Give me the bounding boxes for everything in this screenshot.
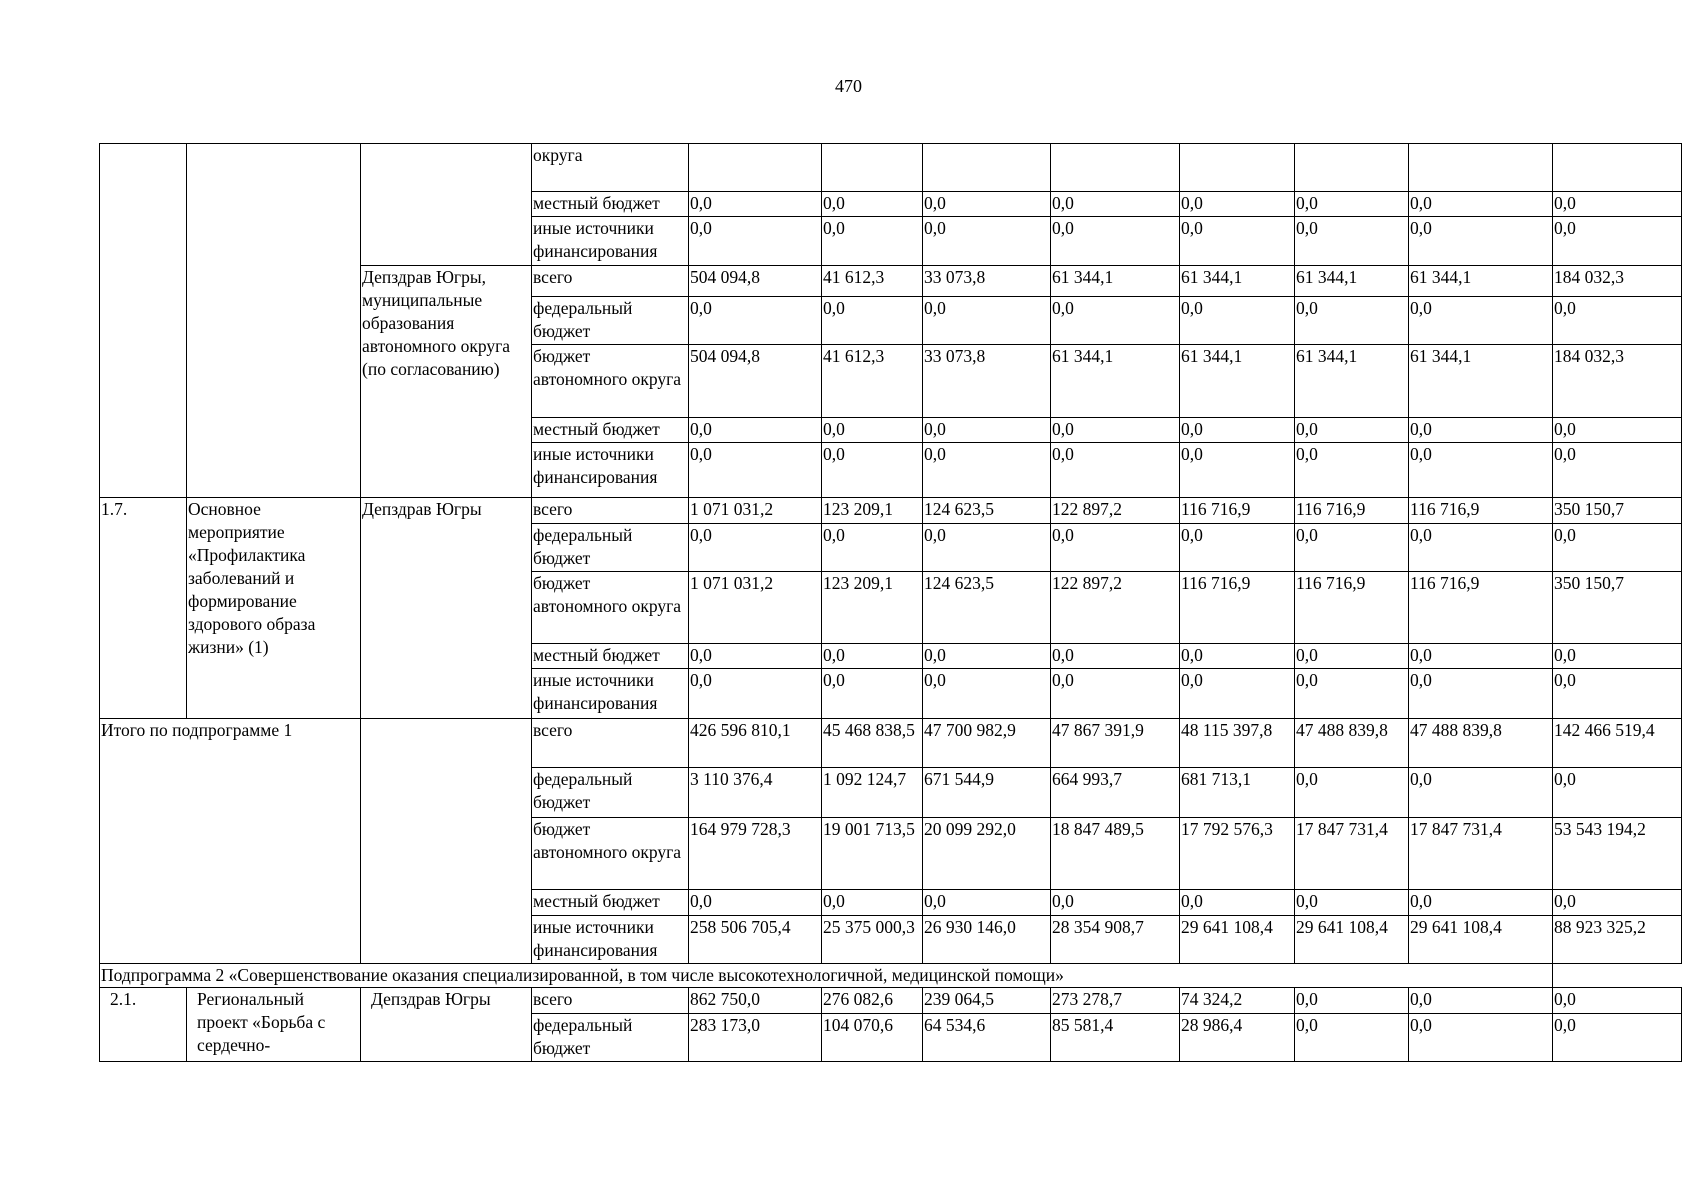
value-cell: 33 073,8 [923, 266, 1051, 297]
item-name: Региональный проект «Борьба с сердечно- [187, 988, 361, 1062]
value-cell: 29 641 108,4 [1295, 916, 1409, 964]
subprogram-total-label: Итого по подпрограмме 1 [100, 719, 361, 964]
value-cell: 0,0 [923, 669, 1051, 719]
value-cell: 0,0 [1553, 443, 1682, 498]
value-cell: 0,0 [1409, 297, 1553, 345]
value-cell: 116 716,9 [1409, 572, 1553, 644]
value-cell: 28 986,4 [1180, 1014, 1295, 1062]
value-cell: 1 071 031,2 [689, 572, 822, 644]
value-cell: 0,0 [1180, 297, 1295, 345]
value-cell: 47 867 391,9 [1051, 719, 1180, 768]
value-cell: 350 150,7 [1553, 498, 1682, 524]
value-cell: 26 930 146,0 [923, 916, 1051, 964]
subprogram-2-title: Подпрограмма 2 «Совершенствование оказания специализированной, в том числе высокотехнологичной, медицинской помощи» [100, 964, 1553, 988]
funding-source: иные источники финансирования [532, 669, 689, 719]
funding-source: бюджет автономного округа [532, 572, 689, 644]
value-cell: 124 623,5 [923, 498, 1051, 524]
value-cell: 0,0 [923, 890, 1051, 916]
subprogram-header-row [100, 964, 1682, 988]
funding-source: всего [532, 498, 689, 524]
value-cell: 671 544,9 [923, 768, 1051, 818]
value-cell: 0,0 [822, 524, 923, 572]
value-cell: 74 324,2 [1180, 988, 1295, 1014]
value-cell: 0,0 [689, 669, 822, 719]
value-cell: 0,0 [1051, 418, 1180, 443]
funding-source: местный бюджет [532, 644, 689, 669]
value-cell: 0,0 [1553, 988, 1682, 1014]
value-cell: 0,0 [1051, 217, 1180, 266]
value-cell: 426 596 810,1 [689, 719, 822, 768]
value-cell: 504 094,8 [689, 266, 822, 297]
value-cell: 350 150,7 [1553, 572, 1682, 644]
value-cell: 0,0 [1295, 1014, 1409, 1062]
value-cell: 0,0 [1295, 297, 1409, 345]
funding-source: федеральный бюджет [532, 524, 689, 572]
value-cell: 164 979 728,3 [689, 818, 822, 890]
value-cell: 116 716,9 [1295, 572, 1409, 644]
value-cell: 0,0 [822, 890, 923, 916]
value-cell: 664 993,7 [1051, 768, 1180, 818]
value-cell: 3 110 376,4 [689, 768, 822, 818]
value-cell: 681 713,1 [1180, 768, 1295, 818]
value-cell: 504 094,8 [689, 345, 822, 418]
value-cell: 29 641 108,4 [1180, 916, 1295, 964]
value-cell: 0,0 [1180, 217, 1295, 266]
value-cell: 61 344,1 [1180, 266, 1295, 297]
value-cell: 48 115 397,8 [1180, 719, 1295, 768]
value-cell: 0,0 [1553, 524, 1682, 572]
value-cell: 283 173,0 [689, 1014, 822, 1062]
value-cell: 122 897,2 [1051, 498, 1180, 524]
value-cell: 0,0 [1295, 768, 1409, 818]
value-cell: 0,0 [1553, 669, 1682, 719]
value-cell: 0,0 [1409, 217, 1553, 266]
total-row [100, 719, 1682, 768]
value-cell [1409, 144, 1553, 192]
value-cell: 0,0 [1180, 644, 1295, 669]
value-cell: 47 488 839,8 [1409, 719, 1553, 768]
value-cell: 116 716,9 [1409, 498, 1553, 524]
table-row [100, 988, 1682, 1014]
value-cell: 0,0 [1553, 644, 1682, 669]
value-cell: 0,0 [1409, 890, 1553, 916]
value-cell: 0,0 [822, 297, 923, 345]
value-cell: 18 847 489,5 [1051, 818, 1180, 890]
value-cell: 0,0 [1553, 418, 1682, 443]
value-cell: 124 623,5 [923, 572, 1051, 644]
value-cell: 25 375 000,3 [822, 916, 923, 964]
value-cell [1553, 144, 1682, 192]
value-cell: 0,0 [1553, 192, 1682, 217]
value-cell: 123 209,1 [822, 572, 923, 644]
value-cell: 1 092 124,7 [822, 768, 923, 818]
value-cell: 0,0 [1295, 524, 1409, 572]
responsible-executor: Депздрав Югры, муниципальные образования автономного округа (по согласованию) [361, 266, 532, 498]
value-cell [689, 144, 822, 192]
value-cell: 0,0 [1295, 443, 1409, 498]
value-cell: 0,0 [923, 297, 1051, 345]
item-name [187, 144, 361, 498]
value-cell: 116 716,9 [1295, 498, 1409, 524]
value-cell: 0,0 [1180, 524, 1295, 572]
value-cell: 33 073,8 [923, 345, 1051, 418]
value-cell: 0,0 [1295, 644, 1409, 669]
funding-source: местный бюджет [532, 192, 689, 217]
value-cell: 0,0 [1295, 669, 1409, 719]
value-cell: 0,0 [1295, 217, 1409, 266]
value-cell [1180, 144, 1295, 192]
value-cell: 116 716,9 [1180, 498, 1295, 524]
value-cell: 0,0 [1553, 890, 1682, 916]
table-row [100, 144, 1682, 192]
value-cell: 0,0 [923, 418, 1051, 443]
value-cell: 273 278,7 [1051, 988, 1180, 1014]
value-cell: 0,0 [1409, 644, 1553, 669]
financing-table [99, 143, 1682, 1062]
value-cell: 0,0 [1409, 1014, 1553, 1062]
funding-source: федеральный бюджет [532, 1014, 689, 1062]
funding-source: всего [532, 719, 689, 768]
value-cell: 29 641 108,4 [1409, 916, 1553, 964]
value-cell: 116 716,9 [1180, 572, 1295, 644]
value-cell: 0,0 [1409, 768, 1553, 818]
value-cell: 122 897,2 [1051, 572, 1180, 644]
funding-source: всего [532, 266, 689, 297]
value-cell: 0,0 [1409, 524, 1553, 572]
value-cell: 0,0 [1180, 192, 1295, 217]
item-name: Основное мероприятие «Профилактика заболеваний и формирование здорового образа жизни» (1) [187, 498, 361, 719]
value-cell: 0,0 [822, 217, 923, 266]
funding-source: федеральный бюджет [532, 297, 689, 345]
value-cell: 0,0 [1409, 988, 1553, 1014]
value-cell: 0,0 [923, 192, 1051, 217]
value-cell: 88 923 325,2 [1553, 916, 1682, 964]
value-cell: 104 070,6 [822, 1014, 923, 1062]
value-cell [923, 144, 1051, 192]
value-cell: 0,0 [1180, 443, 1295, 498]
value-cell [822, 144, 923, 192]
value-cell: 0,0 [1409, 192, 1553, 217]
value-cell: 61 344,1 [1051, 345, 1180, 418]
responsible-executor [361, 719, 532, 964]
value-cell: 0,0 [1553, 297, 1682, 345]
value-cell: 0,0 [1409, 443, 1553, 498]
funding-source: федеральный бюджет [532, 768, 689, 818]
value-cell: 0,0 [923, 524, 1051, 572]
value-cell: 61 344,1 [1409, 266, 1553, 297]
item-number [100, 144, 187, 498]
value-cell: 61 344,1 [1409, 345, 1553, 418]
value-cell: 0,0 [923, 443, 1051, 498]
value-cell: 0,0 [1295, 192, 1409, 217]
value-cell: 61 344,1 [1051, 266, 1180, 297]
funding-source: иные источники финансирования [532, 217, 689, 266]
value-cell: 0,0 [822, 669, 923, 719]
value-cell: 17 847 731,4 [1409, 818, 1553, 890]
value-cell: 0,0 [1051, 443, 1180, 498]
value-cell: 61 344,1 [1180, 345, 1295, 418]
value-cell: 0,0 [1180, 890, 1295, 916]
value-cell: 0,0 [1553, 768, 1682, 818]
value-cell: 862 750,0 [689, 988, 822, 1014]
value-cell: 41 612,3 [822, 266, 923, 297]
funding-source: иные источники финансирования [532, 916, 689, 964]
value-cell: 0,0 [1180, 418, 1295, 443]
value-cell: 61 344,1 [1295, 266, 1409, 297]
value-cell: 0,0 [1409, 669, 1553, 719]
item-number: 2.1. [100, 988, 187, 1062]
funding-source: местный бюджет [532, 890, 689, 916]
funding-source: всего [532, 988, 689, 1014]
value-cell: 17 792 576,3 [1180, 818, 1295, 890]
funding-source: местный бюджет [532, 418, 689, 443]
value-cell: 0,0 [689, 524, 822, 572]
value-cell: 0,0 [1051, 192, 1180, 217]
value-cell: 17 847 731,4 [1295, 818, 1409, 890]
value-cell: 0,0 [923, 217, 1051, 266]
value-cell: 184 032,3 [1553, 345, 1682, 418]
value-cell: 61 344,1 [1295, 345, 1409, 418]
value-cell: 0,0 [1180, 669, 1295, 719]
value-cell: 0,0 [1295, 418, 1409, 443]
value-cell: 0,0 [822, 443, 923, 498]
value-cell: 0,0 [1051, 644, 1180, 669]
value-cell: 0,0 [689, 418, 822, 443]
value-cell: 0,0 [1051, 297, 1180, 345]
value-cell: 0,0 [1295, 988, 1409, 1014]
funding-source: бюджет автономного округа [532, 345, 689, 418]
responsible-executor [361, 144, 532, 266]
funding-source: округа [532, 144, 689, 192]
value-cell: 0,0 [689, 192, 822, 217]
value-cell [1295, 144, 1409, 192]
value-cell: 0,0 [1051, 669, 1180, 719]
value-cell: 0,0 [689, 644, 822, 669]
value-cell: 53 543 194,2 [1553, 818, 1682, 890]
table-body [100, 144, 1682, 1062]
page-number: 470 [835, 76, 862, 96]
value-cell: 0,0 [689, 297, 822, 345]
value-cell: 276 082,6 [822, 988, 923, 1014]
value-cell: 0,0 [689, 217, 822, 266]
table-row [100, 498, 1682, 524]
value-cell: 0,0 [689, 890, 822, 916]
value-cell [1051, 144, 1180, 192]
value-cell: 47 700 982,9 [923, 719, 1051, 768]
value-cell: 1 071 031,2 [689, 498, 822, 524]
value-cell: 0,0 [1051, 890, 1180, 916]
value-cell: 19 001 713,5 [822, 818, 923, 890]
funding-source: иные источники финансирования [532, 443, 689, 498]
value-cell: 85 581,4 [1051, 1014, 1180, 1062]
value-cell: 0,0 [1409, 418, 1553, 443]
value-cell: 20 099 292,0 [923, 818, 1051, 890]
responsible-executor: Депздрав Югры [361, 498, 532, 719]
value-cell: 0,0 [822, 192, 923, 217]
value-cell: 0,0 [822, 644, 923, 669]
value-cell: 184 032,3 [1553, 266, 1682, 297]
value-cell: 0,0 [923, 644, 1051, 669]
value-cell: 64 534,6 [923, 1014, 1051, 1062]
value-cell: 142 466 519,4 [1553, 719, 1682, 768]
value-cell: 28 354 908,7 [1051, 916, 1180, 964]
item-number: 1.7. [100, 498, 187, 719]
value-cell: 123 209,1 [822, 498, 923, 524]
value-cell: 0,0 [689, 443, 822, 498]
responsible-executor: Депздрав Югры [361, 988, 532, 1062]
funding-source: бюджет автономного округа [532, 818, 689, 890]
value-cell: 47 488 839,8 [1295, 719, 1409, 768]
value-cell: 0,0 [1553, 1014, 1682, 1062]
value-cell: 0,0 [822, 418, 923, 443]
value-cell: 0,0 [1295, 890, 1409, 916]
value-cell: 0,0 [1553, 217, 1682, 266]
value-cell: 239 064,5 [923, 988, 1051, 1014]
value-cell: 41 612,3 [822, 345, 923, 418]
value-cell: 0,0 [1051, 524, 1180, 572]
value-cell: 45 468 838,5 [822, 719, 923, 768]
value-cell: 258 506 705,4 [689, 916, 822, 964]
